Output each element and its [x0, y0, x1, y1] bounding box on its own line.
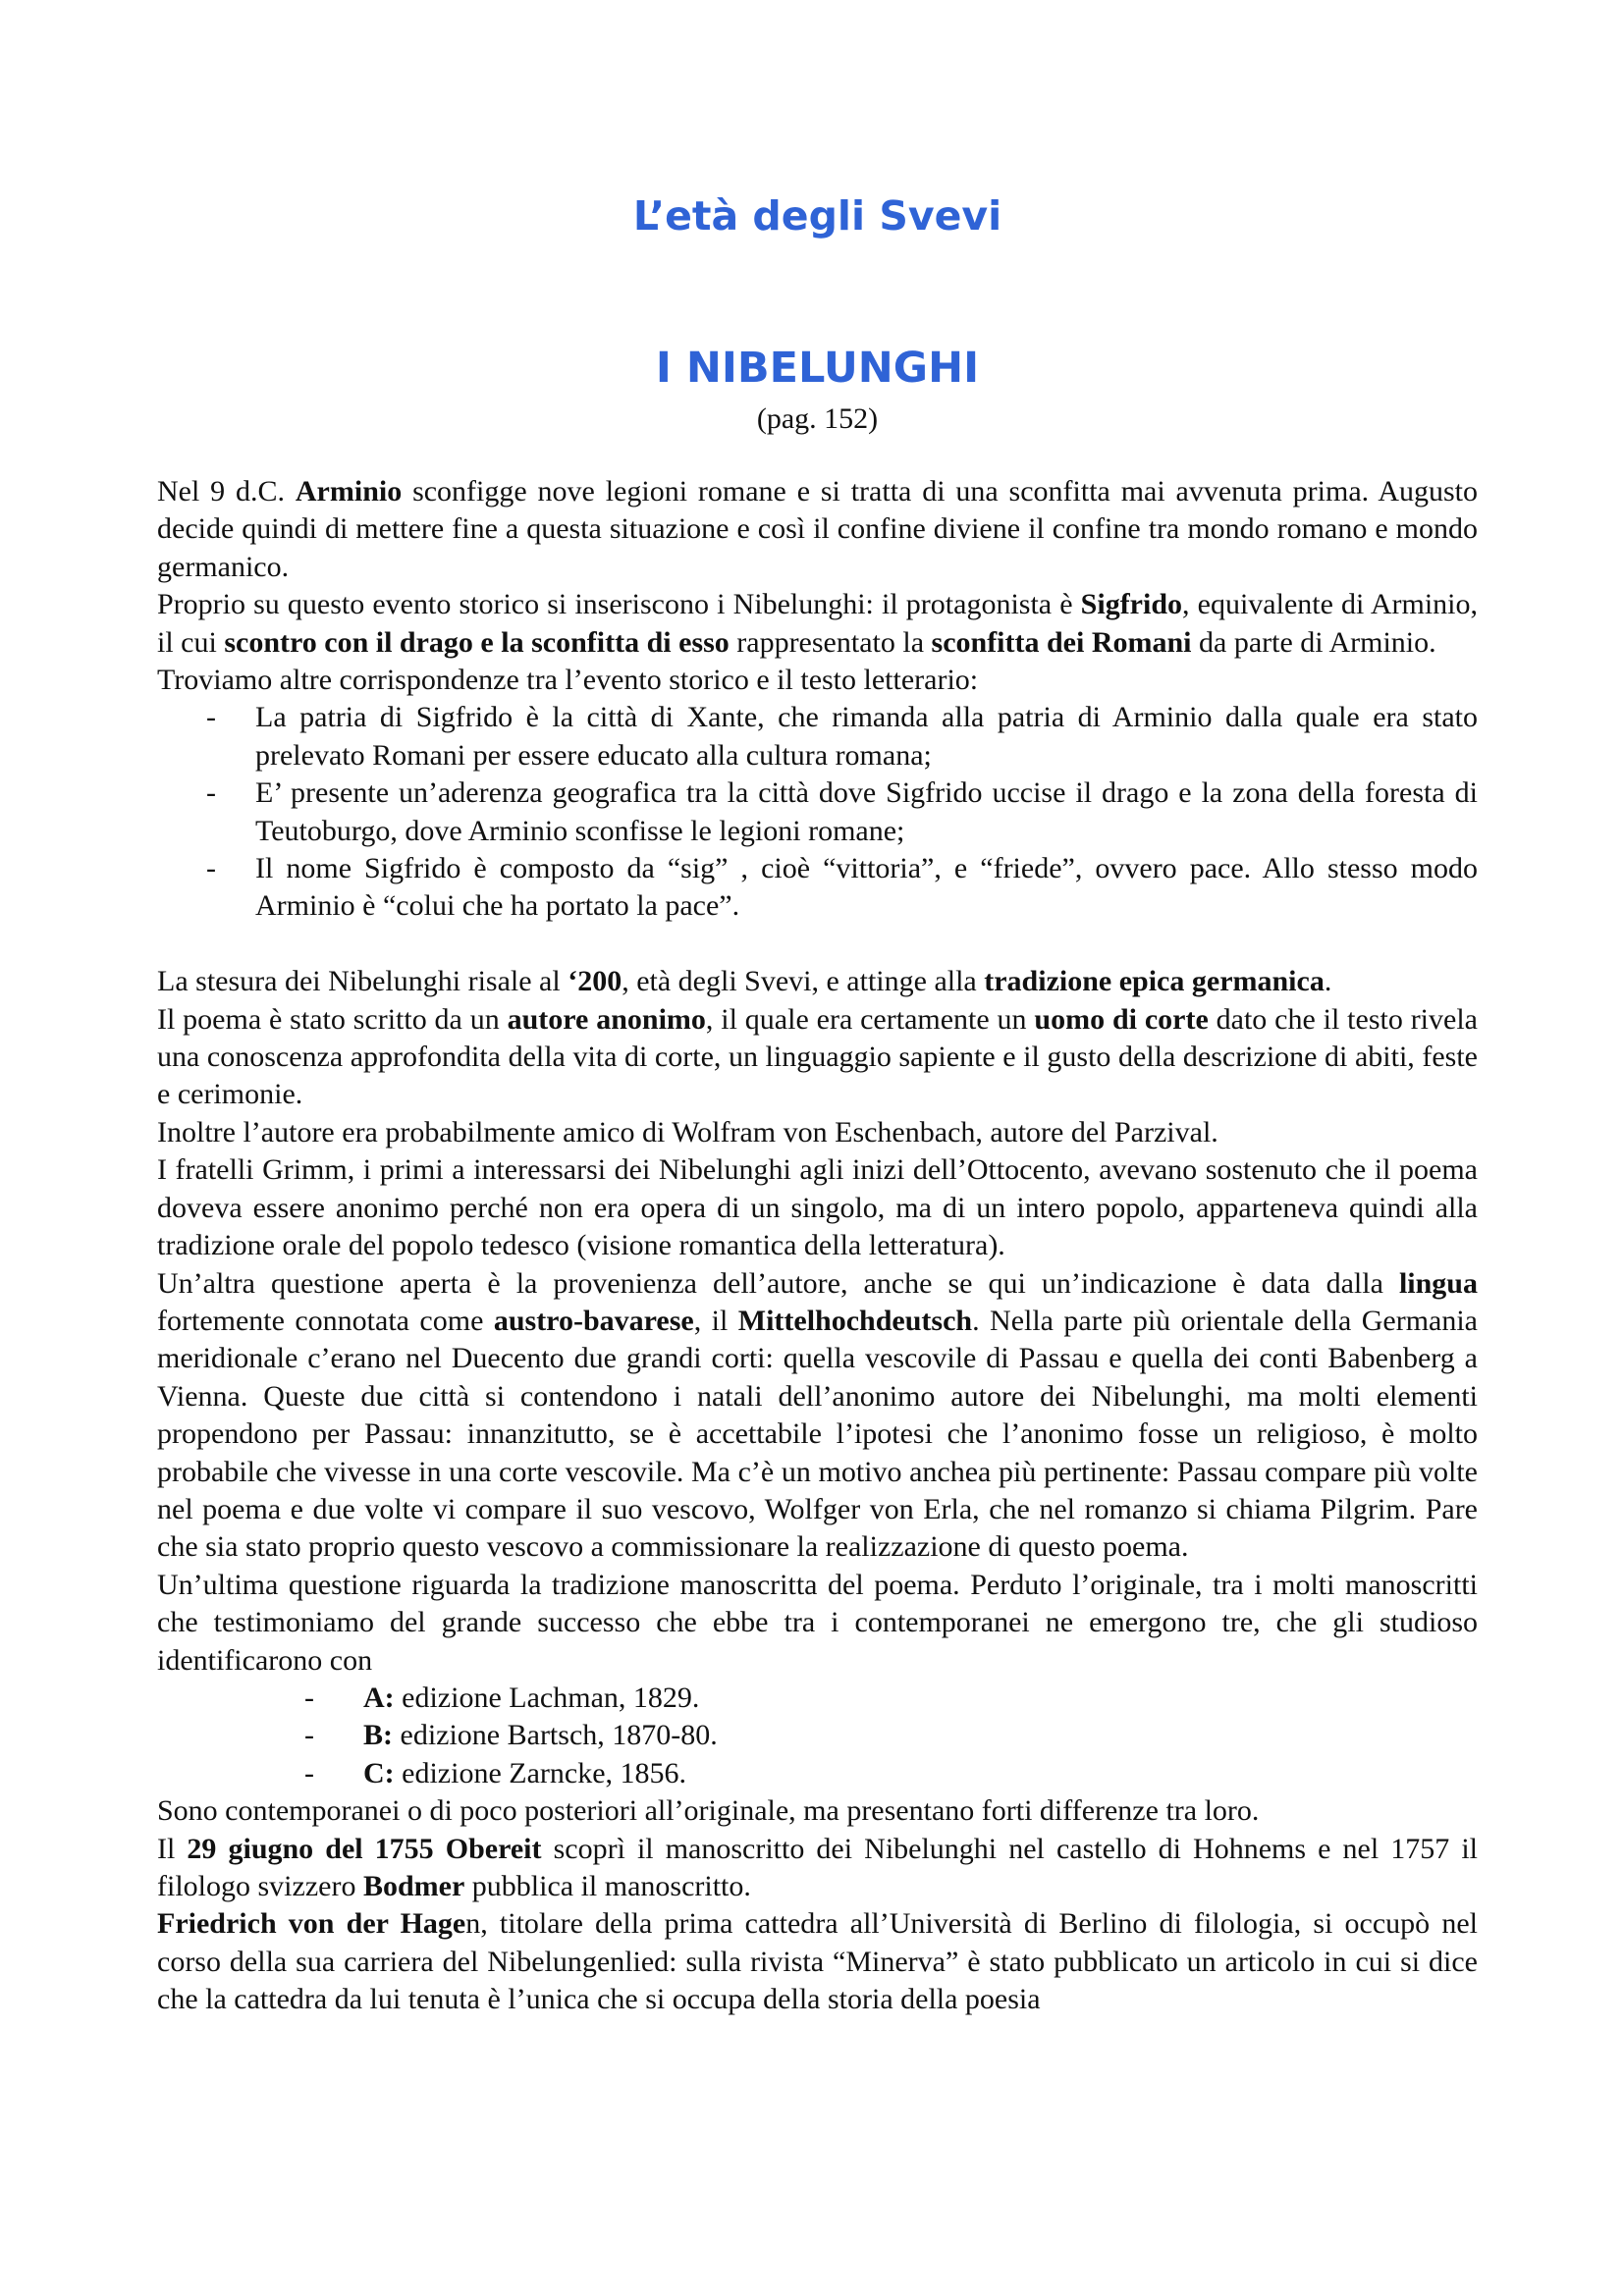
- list-item: - Il nome Sigfrido è composto da “sig” , cioè “vittoria”, e “friede”, ovvero pace. Allo stesso modo Arminio è “colui che ha portato la pace”.: [206, 852, 1478, 923]
- page-reference: (pag. 152): [756, 402, 879, 435]
- list-item: - B: edizione Bartsch, 1870-80.: [304, 1719, 718, 1752]
- paragraph-arminio: Nel 9 d.C. Arminio sconfigge nove legioni romane e si tratta di una sconfitta mai avvenuta prima. Augusto decide quindi di mettere fine a questa situazione e così il confine diviene il confine tra mondo romano e mondo germanico.: [157, 475, 1479, 583]
- list-item: - A: edizione Lachman, 1829.: [304, 1681, 700, 1714]
- paragraph-correspondences-intro: Troviamo altre corrispondenze tra l’evento storico e il testo letterario:: [157, 664, 979, 697]
- list-item: - C: edizione Zarncke, 1856.: [304, 1756, 687, 1789]
- paragraph-manoscritti-intro: Un’ultima questione riguarda la tradizione manoscritta del poema. Perduto l’originale, tra i molti manoscritti che testimoniamo del grande successo che ebbe tra i contemporanei ne emergono tre, che gli studioso identificarono con: [157, 1568, 1478, 1677]
- chapter-title: I NIBELUNGHI: [655, 344, 980, 393]
- list-item: - E’ presente un’aderenza geografica tra la città dove Sigfrido uccise il drago e la zona della foresta di Teutoburgo, dove Arminio sconfisse le legioni romane;: [206, 776, 1478, 847]
- paragraph-differenze: Sono contemporanei o di poco posteriori all’originale, ma presentano forti differenze tra loro.: [157, 1794, 1260, 1828]
- paragraph-wolfram: Inoltre l’autore era probabilmente amico di Wolfram von Eschenbach, autore del Parzival.: [157, 1115, 1218, 1148]
- manuscripts-list: [157, 1680, 1478, 1792]
- paragraph-grimm: I fratelli Grimm, i primi a interessarsi dei Nibelunghi agli inizi dell’Ottocento, avevano sostenuto che il poema doveva essere anonimo perché non era opera di un singolo, ma di un intero popolo, apparteneva quindi alla tradizione orale del popolo tedesco (visione romantica della letteratura).: [157, 1153, 1478, 1262]
- paragraph-sigfrido: Proprio su questo evento storico si inseriscono i Nibelunghi: il protagonista è Sigfrido, equivalente di Arminio, il cui scontro con il drago e la sconfitta di esso rappresentato la sconfitta dei Romani da parte di Arminio.: [157, 588, 1479, 659]
- list-item: - La patria di Sigfrido è la città di Xante, che rimanda alla patria di Arminio dalla quale era stato prelevato Romani per essere educato alla cultura romana;: [206, 701, 1478, 772]
- section-title: L’età degli Svevi: [632, 192, 1002, 240]
- paragraph-autore: Il poema è stato scritto da un autore anonimo, il quale era certamente un uomo di corte dato che il testo rivela una conoscenza approfondita della vita di corte, un linguaggio sapiente e il gusto della descrizione di abiti, feste e cerimonie.: [157, 1002, 1478, 1111]
- paragraph-von-der-hagen: Friedrich von der Hagen, titolare della prima cattedra all’Università di Berlino di filologia, si occupò nel corso della sua carriera del Nibelungenlied: sulla rivista “Minerva” è stato pubblicato un articolo in cui si dice che la cattedra da lui tenuta è l’unica che si occupa della storia della poesia: [157, 1907, 1478, 2016]
- paragraph-provenienza: Un’altra questione aperta è la provenienza dell’autore, anche se qui un’indicazione è data dalla lingua fortemente connotata come austro-bavarese, il Mittelhochdeutsch. Nella parte più orientale della Germania meridionale c’erano nel Duecento due grandi corti: quella vescovile di Passau e quella dei conti Babenberg a Vienna. Queste due città si contendono i natali dell’anonimo autore dei Nibelunghi, ma molti elementi propendono per Passau: innanzitutto, se è accettabile l’ipotesi che l’anonimo fosse un religioso, è molto probabile che vivesse in una corte vescovile. Ma c’è un motivo anchea più pertinente: Passau compare più volte nel poema e due volte vi compare il suo vescovo, Wolfger von Erla, che nel romanzo si chiama Pilgrim. Pare che sia stato proprio questo vescovo a commissionare la realizzazione di questo poema.: [157, 1266, 1478, 1564]
- correspondences-list: [157, 699, 1478, 925]
- paragraph-stesura: La stesura dei Nibelunghi risale al ‘200, età degli Svevi, e attinge alla tradizione epica germanica.: [157, 965, 1332, 998]
- paragraph-obereit: Il 29 giugno del 1755 Obereit scoprì il manoscritto dei Nibelunghi nel castello di Hohnems e nel 1757 il filologo svizzero Bodmer pubblica il manoscritto.: [157, 1832, 1478, 1903]
- document-body: [157, 473, 1478, 2019]
